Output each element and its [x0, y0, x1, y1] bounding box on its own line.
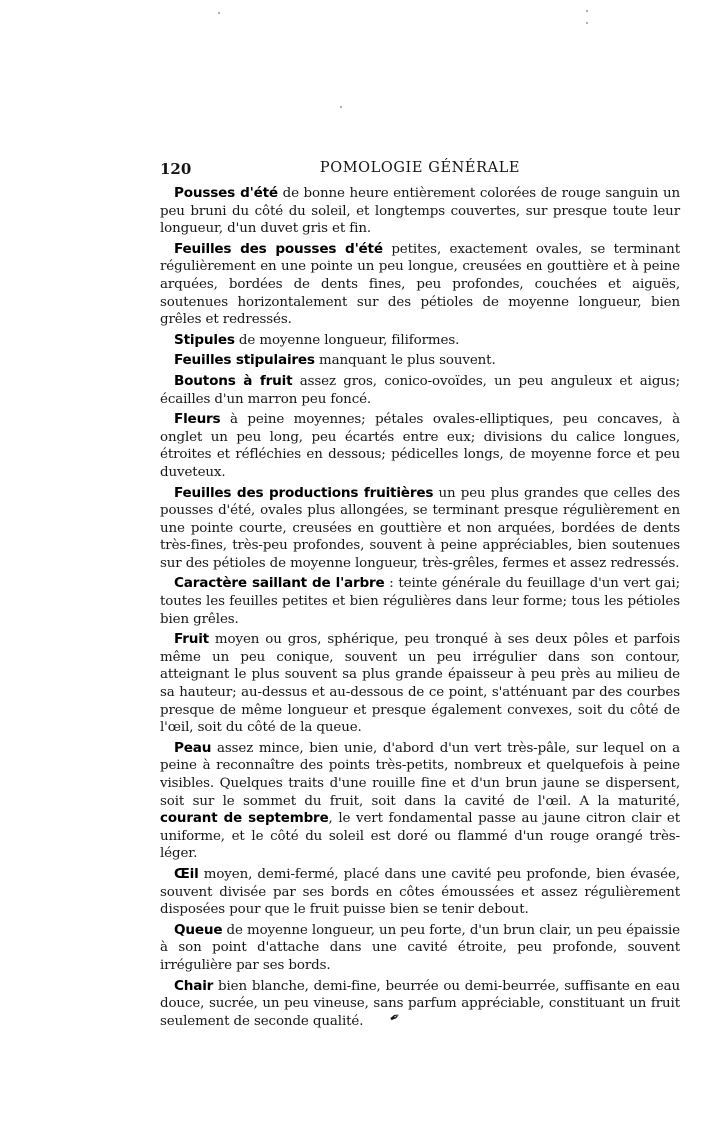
paragraph-oeil	[160, 866, 680, 919]
term-heading: Chair	[174, 977, 214, 994]
term-heading: Caractère saillant de l'arbre	[174, 575, 385, 592]
paragraph-text: assez mince, bien unie, d'abord d'un vert très-pâle, sur lequel on a peine à reconnaître des points très-petits, nombreux et quelquefois à peine visibles. Quelques traits d'une rouille fine et d'un brun jaune se dispersent, soit sur le sommet du fruit, soit dans la cavité de l'œil. A la maturité,	[160, 740, 680, 809]
page-number: 120	[160, 160, 192, 178]
paragraph-text: : teinte générale du feuillage d'un vert gai; toutes les feuilles petites et bien régulières dans leur forme; tous les pétioles bien grêles.	[160, 576, 680, 627]
paragraph-feuilles-stipulaires	[160, 352, 680, 370]
paragraph-feuilles-productions	[160, 485, 680, 573]
scan-speck	[586, 10, 588, 12]
paragraph-chair	[160, 978, 680, 1031]
scan-speck	[340, 106, 342, 108]
paragraph-pousses	[160, 185, 680, 238]
term-heading: Boutons à fruit	[174, 372, 293, 389]
running-header	[160, 160, 680, 182]
paragraph-text: , le vert fondamental passe au jaune citron clair et uniforme, et le côté du soleil est doré ou flammé d'un rouge orangé très-léger.	[160, 811, 680, 862]
paragraph-stipules	[160, 332, 680, 350]
paragraph-queue	[160, 922, 680, 975]
term-heading: Fleurs	[174, 411, 221, 428]
paragraph-text: à peine moyennes; pétales ovales-elliptiques, peu concaves, à onglet un peu long, peu écartés entre eux; divisions du calice longues, étroites et réfléchies en dessous; pédicelles longs, de moyenne force et peu duveteux.	[160, 412, 680, 480]
term-heading: Queue	[174, 921, 223, 938]
paragraph-fleurs	[160, 411, 680, 481]
paragraph-feuilles-pousses	[160, 241, 680, 329]
term-heading: Œil	[174, 865, 199, 882]
term-heading: Peau	[174, 739, 212, 756]
paragraph-boutons	[160, 373, 680, 408]
term-heading: Pousses d'été	[174, 185, 278, 201]
paragraph-text: moyen, demi-fermé, placé dans une cavité peu profonde, bien évasée, souvent divisée par ses bords en côtes émoussées et assez régulièrement disposées pour que le fruit puisse bien se tenir debout.	[160, 866, 680, 918]
maturity-period: courant de septembre	[160, 811, 329, 827]
term-heading: Feuilles des pousses d'été	[174, 240, 383, 257]
running-title: POMOLOGIE GÉNÉRALE	[319, 160, 521, 176]
paragraph-text: de moyenne longueur, filiformes.	[234, 332, 460, 348]
paragraph-text: de moyenne longueur, un peu forte, d'un brun clair, un peu épaissie à son point d'attache dans une cavité étroite, peu profonde, souvent irrégulière par ses bords.	[160, 922, 680, 973]
paragraph-text: un peu plus grandes que celles des pousses d'été, ovales plus allongées, se terminant presque régulièrement en une pointe courte, creusées en gouttière et non arquées, bordées de dents très-fines, très-peu profondes, souvent à peine appréciables, bien soutenues sur des pétioles de moyenne longueur, très-grêles, fermes et assez redressés.	[160, 485, 680, 571]
paragraph-text: de bonne heure entièrement colorées de rouge sanguin un peu bruni du côté du soleil, et longtemps couvertes, sur presque toute leur longueur, d'un duvet gris et fin.	[160, 186, 680, 237]
paragraph-peau	[160, 740, 680, 863]
paragraph-fruit	[160, 631, 680, 737]
paragraph-text: bien blanche, demi-fine, beurrée ou demi-beurrée, suffisante en eau douce, sucrée, un peu vineuse, sans parfum appréciable, constituant un fruit seulement de seconde qualité.	[160, 978, 680, 1029]
term-heading: Feuilles stipulaires	[174, 352, 315, 369]
paragraph-text: assez gros, conico-ovoïdes, un peu anguleux et aigus; écailles d'un marron peu foncé.	[160, 373, 680, 407]
scan-speck	[586, 22, 588, 24]
paragraph-text: petites, exactement ovales, se terminant régulièrement en une pointe un peu longue, creusées en gouttière et à peine arquées, bordées de dents fines, peu profondes, couchées et aiguës, soutenues horizontalement sur des pétioles de moyenne longueur, bien grêles et redressés.	[160, 241, 680, 328]
term-heading: Stipules	[174, 331, 235, 348]
scan-speck	[218, 12, 220, 14]
term-heading: Feuilles des productions fruitières	[174, 484, 434, 501]
paragraph-text: moyen ou gros, sphérique, peu tronqué à ses deux pôles et parfois même un peu conique, souvent un peu irrégulier dans son contour, atteignant le plus souvent sa plus grande épaisseur à peu près au milieu de sa hauteur; au-dessus et au-dessous de ce point, s'atténuant par des courbes presque de même longueur et presque également convexes, soit du côté de l'œil, soit du côté de la queue.	[160, 632, 680, 736]
paragraph-text: manquant le plus souvent.	[314, 353, 496, 369]
end-mark-icon: ✒	[387, 1008, 405, 1027]
term-heading: Fruit	[174, 631, 209, 648]
paragraph-caractere	[160, 575, 680, 628]
book-page	[160, 160, 680, 1033]
